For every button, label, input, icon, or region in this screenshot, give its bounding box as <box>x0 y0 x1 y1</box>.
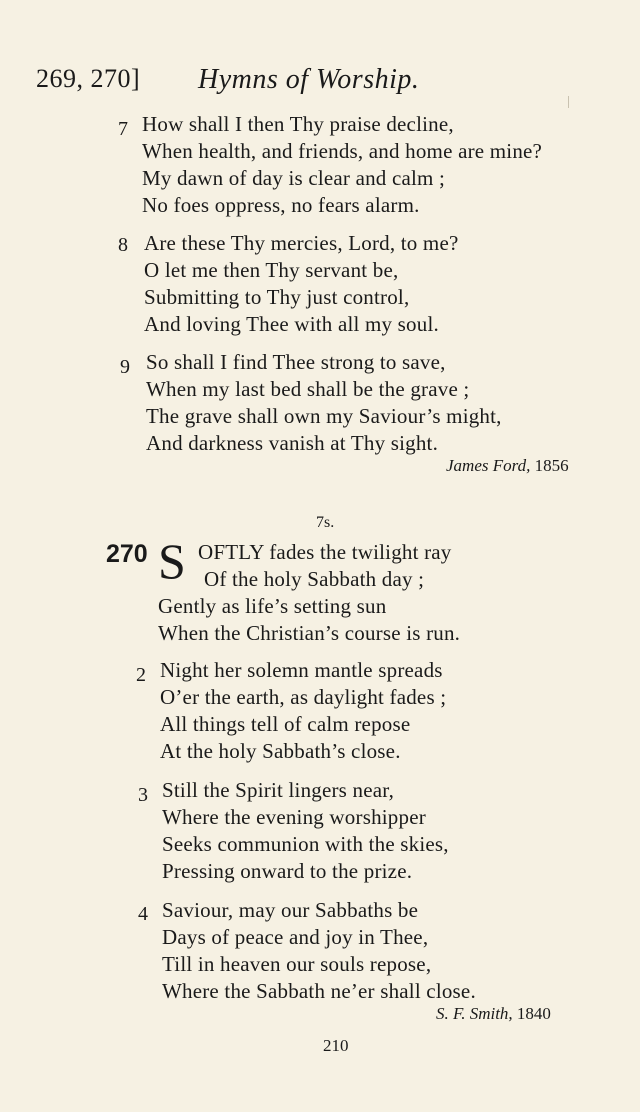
hymn-line: Seeks communion with the skies, <box>162 832 449 856</box>
hymn-line: O’er the earth, as daylight fades ; <box>160 685 447 709</box>
hymn-line: Pressing onward to the prize. <box>162 859 413 883</box>
hymn-line: OFTLY fades the twilight ray <box>198 540 452 564</box>
hymn-line: Saviour, may our Sabbaths be <box>162 898 419 922</box>
drop-cap: S <box>158 533 186 589</box>
hymn-line: And loving Thee with all my soul. <box>144 312 439 336</box>
verse-number: 4 <box>138 903 148 925</box>
author-year: 1840 <box>516 1004 551 1023</box>
attribution-269 <box>446 456 569 476</box>
hymn-line: So shall I find Thee strong to save, <box>146 350 446 374</box>
verse-number: 2 <box>136 664 146 686</box>
hymn-line: At the holy Sabbath’s close. <box>160 739 401 763</box>
author-year: 1856 <box>534 456 569 475</box>
hymn-line: Submitting to Thy just control, <box>144 285 410 309</box>
hymn-line: Of the holy Sabbath day ; <box>204 567 425 591</box>
hymn-line: When my last bed shall be the grave ; <box>146 377 470 401</box>
header-title: Hymns of Worship. <box>198 64 420 95</box>
hymn-line: O let me then Thy servant be, <box>144 258 399 282</box>
hymn-line: Where the Sabbath ne’er shall close. <box>162 979 476 1003</box>
hymn-line: And darkness vanish at Thy sight. <box>146 431 439 455</box>
hymn-number: 270 <box>106 540 148 568</box>
hymn-line: When the Christian’s course is run. <box>158 621 461 645</box>
verse-number: 9 <box>120 356 130 378</box>
hymn-line: When health, and friends, and home are mine? <box>142 139 543 163</box>
hymn-line: How shall I then Thy praise decline, <box>142 112 454 136</box>
hymn-line: Are these Thy mercies, Lord, to me? <box>144 231 459 255</box>
hymn-line: Night her solemn mantle spreads <box>160 658 443 682</box>
hymn-line: Gently as life’s setting sun <box>158 594 387 618</box>
attribution-270 <box>436 1004 551 1024</box>
meter-label: 7s. <box>316 514 335 531</box>
page-mark <box>568 96 569 108</box>
page-number: 210 <box>323 1036 349 1055</box>
author-name: James Ford, <box>446 456 531 475</box>
hymn-line: All things tell of calm repose <box>160 712 411 736</box>
author-name: S. F. Smith, <box>436 1004 513 1023</box>
hymn-line: My dawn of day is clear and calm ; <box>142 166 446 190</box>
hymn-line: Still the Spirit lingers near, <box>162 778 395 802</box>
verse-number: 7 <box>118 118 128 140</box>
hymn-line: The grave shall own my Saviour’s might, <box>146 404 502 428</box>
hymn-line: Days of peace and joy in Thee, <box>162 925 429 949</box>
verse-number: 8 <box>118 234 128 256</box>
verse-number: 3 <box>138 784 148 806</box>
hymn-line: Till in heaven our souls repose, <box>162 952 432 976</box>
header-hymn-numbers: 269, 270] <box>36 64 141 93</box>
hymn-line: No foes oppress, no fears alarm. <box>142 193 420 217</box>
hymn-line: Where the evening worshipper <box>162 805 426 829</box>
